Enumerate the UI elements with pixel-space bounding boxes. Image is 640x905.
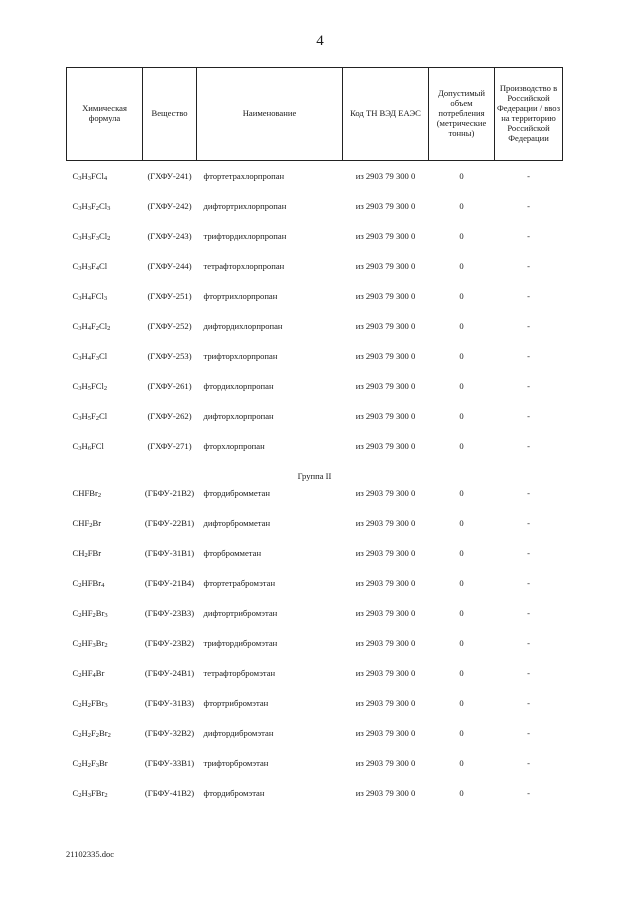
cell-formula: $C_2HF_4Br$ <box>72 668 105 679</box>
cell-code: из 2903 79 300 0 <box>355 488 416 498</box>
cell-production: - <box>527 548 530 558</box>
cell-production: - <box>527 608 530 618</box>
cell-volume: 0 <box>459 171 464 181</box>
table-row <box>67 322 563 352</box>
table-row <box>67 609 563 639</box>
header-volume: Допустимый объем потребления (метрические тонны) <box>429 68 495 161</box>
cell-production: - <box>527 171 530 181</box>
cell-name: тетрафторхлорпропан <box>203 261 285 271</box>
cell-volume: 0 <box>459 578 464 588</box>
cell-production: - <box>527 381 530 391</box>
cell-code: из 2903 79 300 0 <box>355 321 416 331</box>
cell-code: из 2903 79 300 0 <box>355 441 416 451</box>
cell-name: фтортрихлорпропан <box>203 291 278 301</box>
cell-volume: 0 <box>459 608 464 618</box>
cell-production: - <box>527 231 530 241</box>
cell-substance: (ГБФУ-24B1) <box>144 668 195 678</box>
table-row <box>67 352 563 382</box>
cell-formula: $C_3H_3F_2Cl_3$ <box>72 201 111 212</box>
cell-name: дифторхлорпропан <box>203 411 274 421</box>
cell-formula: $C_2H_2F_3Br$ <box>72 758 108 769</box>
cell-name: фторбромметан <box>203 548 262 558</box>
cell-production: - <box>527 638 530 648</box>
cell-volume: 0 <box>459 321 464 331</box>
table-row <box>67 759 563 789</box>
table-row <box>67 412 563 442</box>
cell-substance: (ГХФУ-253) <box>147 351 192 361</box>
cell-name: дифтордибромэтан <box>203 728 274 738</box>
cell-substance: (ГБФУ-33B1) <box>144 758 195 768</box>
cell-substance: (ГБФУ-31B1) <box>144 548 195 558</box>
cell-volume: 0 <box>459 351 464 361</box>
cell-code: из 2903 79 300 0 <box>355 291 416 301</box>
table-row <box>67 382 563 412</box>
table-row <box>67 172 563 202</box>
cell-code: из 2903 79 300 0 <box>355 201 416 211</box>
cell-code: из 2903 79 300 0 <box>355 381 416 391</box>
group-title-row <box>67 472 563 489</box>
table-row <box>67 549 563 579</box>
cell-code: из 2903 79 300 0 <box>355 698 416 708</box>
cell-name: дифтортрихлорпропан <box>203 201 287 211</box>
cell-formula: $C_3H_5F_2Cl$ <box>72 411 108 422</box>
cell-production: - <box>527 488 530 498</box>
cell-formula: $C_3H_4F_2Cl_2$ <box>72 321 111 332</box>
table-row <box>67 639 563 669</box>
cell-volume: 0 <box>459 668 464 678</box>
cell-formula: $C_2HF_3Br_2$ <box>72 638 108 649</box>
cell-substance: (ГХФУ-244) <box>147 261 192 271</box>
cell-substance: (ГБФУ-21B2) <box>144 488 195 498</box>
cell-name: тетрафторбромэтан <box>203 668 276 678</box>
header-substance: Вещество <box>143 68 197 161</box>
cell-formula: $C_2H_2FBr_3$ <box>72 698 108 709</box>
cell-code: из 2903 79 300 0 <box>355 728 416 738</box>
cell-volume: 0 <box>459 231 464 241</box>
cell-volume: 0 <box>459 698 464 708</box>
header-row <box>67 68 563 161</box>
cell-formula: $C_2HF_2Br_3$ <box>72 608 108 619</box>
cell-formula: $C_2HFBr_4$ <box>72 578 105 589</box>
cell-formula: $CH_2FBr$ <box>72 548 102 559</box>
cell-formula: $C_3H_4FCl_3$ <box>72 291 108 302</box>
table-row <box>67 442 563 472</box>
cell-substance: (ГХФУ-243) <box>147 231 192 241</box>
table-row <box>67 202 563 232</box>
cell-volume: 0 <box>459 518 464 528</box>
cell-substance: (ГХФУ-251) <box>147 291 192 301</box>
cell-production: - <box>527 411 530 421</box>
cell-production: - <box>527 441 530 451</box>
cell-volume: 0 <box>459 411 464 421</box>
cell-name: фтортетрабромэтан <box>203 578 276 588</box>
cell-code: из 2903 79 300 0 <box>355 758 416 768</box>
cell-code: из 2903 79 300 0 <box>355 411 416 421</box>
cell-name: фтордибромэтан <box>203 788 265 798</box>
cell-formula: $C_3H_3FCl_4$ <box>72 171 108 182</box>
spacer-row <box>67 161 563 173</box>
cell-code: из 2903 79 300 0 <box>355 261 416 271</box>
cell-production: - <box>527 668 530 678</box>
table-row <box>67 292 563 322</box>
cell-volume: 0 <box>459 728 464 738</box>
cell-name: трифтордибромэтан <box>203 638 278 648</box>
cell-code: из 2903 79 300 0 <box>355 518 416 528</box>
cell-code: из 2903 79 300 0 <box>355 608 416 618</box>
substances-table <box>66 67 563 819</box>
cell-code: из 2903 79 300 0 <box>355 638 416 648</box>
cell-production: - <box>527 758 530 768</box>
header-code: Код ТН ВЭД ЕАЭС <box>343 68 429 161</box>
cell-volume: 0 <box>459 381 464 391</box>
cell-formula: $C_3H_3F_4Cl$ <box>72 261 108 272</box>
cell-code: из 2903 79 300 0 <box>355 788 416 798</box>
cell-formula: $C_2H_3FBr_2$ <box>72 788 108 799</box>
cell-name: дифтортрибромэтан <box>203 608 278 618</box>
cell-substance: (ГБФУ-23B3) <box>144 608 195 618</box>
cell-production: - <box>527 788 530 798</box>
cell-name: трифтордихлорпропан <box>203 231 287 241</box>
table-row <box>67 669 563 699</box>
cell-name: фтордибромметан <box>203 488 270 498</box>
cell-name: трифторбромэтан <box>203 758 269 768</box>
table-row <box>67 729 563 759</box>
cell-volume: 0 <box>459 488 464 498</box>
cell-name: дифторбромметан <box>203 518 271 528</box>
cell-code: из 2903 79 300 0 <box>355 668 416 678</box>
cell-volume: 0 <box>459 548 464 558</box>
cell-name: дифтордихлорпропан <box>203 321 283 331</box>
cell-code: из 2903 79 300 0 <box>355 171 416 181</box>
cell-substance: (ГХФУ-262) <box>147 411 192 421</box>
cell-formula: $CHF_2Br$ <box>72 518 102 529</box>
table-row <box>67 489 563 519</box>
cell-substance: (ГХФУ-252) <box>147 321 192 331</box>
cell-production: - <box>527 351 530 361</box>
cell-formula: $C_3H_6FCl$ <box>72 441 104 452</box>
cell-volume: 0 <box>459 441 464 451</box>
cell-name: фтортетрахлорпропан <box>203 171 285 181</box>
cell-substance: (ГБФУ-32B2) <box>144 728 195 738</box>
table-row <box>67 232 563 262</box>
cell-substance: (ГХФУ-261) <box>147 381 192 391</box>
cell-substance: (ГБФУ-31B3) <box>144 698 195 708</box>
group-title: Группа II <box>297 471 332 481</box>
page-number: 4 <box>316 33 324 49</box>
cell-name: трифторхлорпропан <box>203 351 278 361</box>
cell-volume: 0 <box>459 261 464 271</box>
cell-formula: CHFBr$_2$ <box>72 488 102 499</box>
table-row <box>67 699 563 729</box>
cell-code: из 2903 79 300 0 <box>355 231 416 241</box>
cell-volume: 0 <box>459 638 464 648</box>
cell-production: - <box>527 321 530 331</box>
cell-code: из 2903 79 300 0 <box>355 578 416 588</box>
cell-volume: 0 <box>459 201 464 211</box>
cell-substance: (ГБФУ-41B2) <box>144 788 195 798</box>
cell-formula: $C_2H_2F_2Br_2$ <box>72 728 111 739</box>
cell-substance: (ГХФУ-241) <box>147 171 192 181</box>
table-row <box>67 579 563 609</box>
cell-production: - <box>527 698 530 708</box>
table-row <box>67 789 563 819</box>
header-name: Наименование <box>197 68 343 161</box>
header-production: Производство в Российской Федерации / ввоз на территорию Российской Федерации <box>495 68 563 161</box>
table-row <box>67 519 563 549</box>
table-body <box>67 161 563 820</box>
cell-production: - <box>527 261 530 271</box>
table-row <box>67 262 563 292</box>
cell-production: - <box>527 578 530 588</box>
header-formula: Химическая формула <box>67 68 143 161</box>
cell-volume: 0 <box>459 758 464 768</box>
cell-production: - <box>527 291 530 301</box>
cell-code: из 2903 79 300 0 <box>355 351 416 361</box>
cell-formula: $C_3H_3F_3Cl_2$ <box>72 231 111 242</box>
cell-production: - <box>527 201 530 211</box>
cell-substance: (ГБФУ-21B4) <box>144 578 195 588</box>
cell-production: - <box>527 518 530 528</box>
cell-name: фтордихлорпропан <box>203 381 274 391</box>
cell-formula: $C_3H_4F_3Cl$ <box>72 351 108 362</box>
cell-name: фторхлорпропан <box>203 441 265 451</box>
cell-substance: (ГХФУ-271) <box>147 441 192 451</box>
cell-substance: (ГХФУ-242) <box>147 201 192 211</box>
cell-volume: 0 <box>459 788 464 798</box>
cell-substance: (ГБФУ-22B1) <box>144 518 195 528</box>
cell-volume: 0 <box>459 291 464 301</box>
cell-name: фтортрибромэтан <box>203 698 269 708</box>
cell-production: - <box>527 728 530 738</box>
cell-code: из 2903 79 300 0 <box>355 548 416 558</box>
cell-substance: (ГБФУ-23B2) <box>144 638 195 648</box>
cell-formula: $C_3H_5FCl_2$ <box>72 381 108 392</box>
footer-filename: 21102335.doc <box>66 849 115 859</box>
